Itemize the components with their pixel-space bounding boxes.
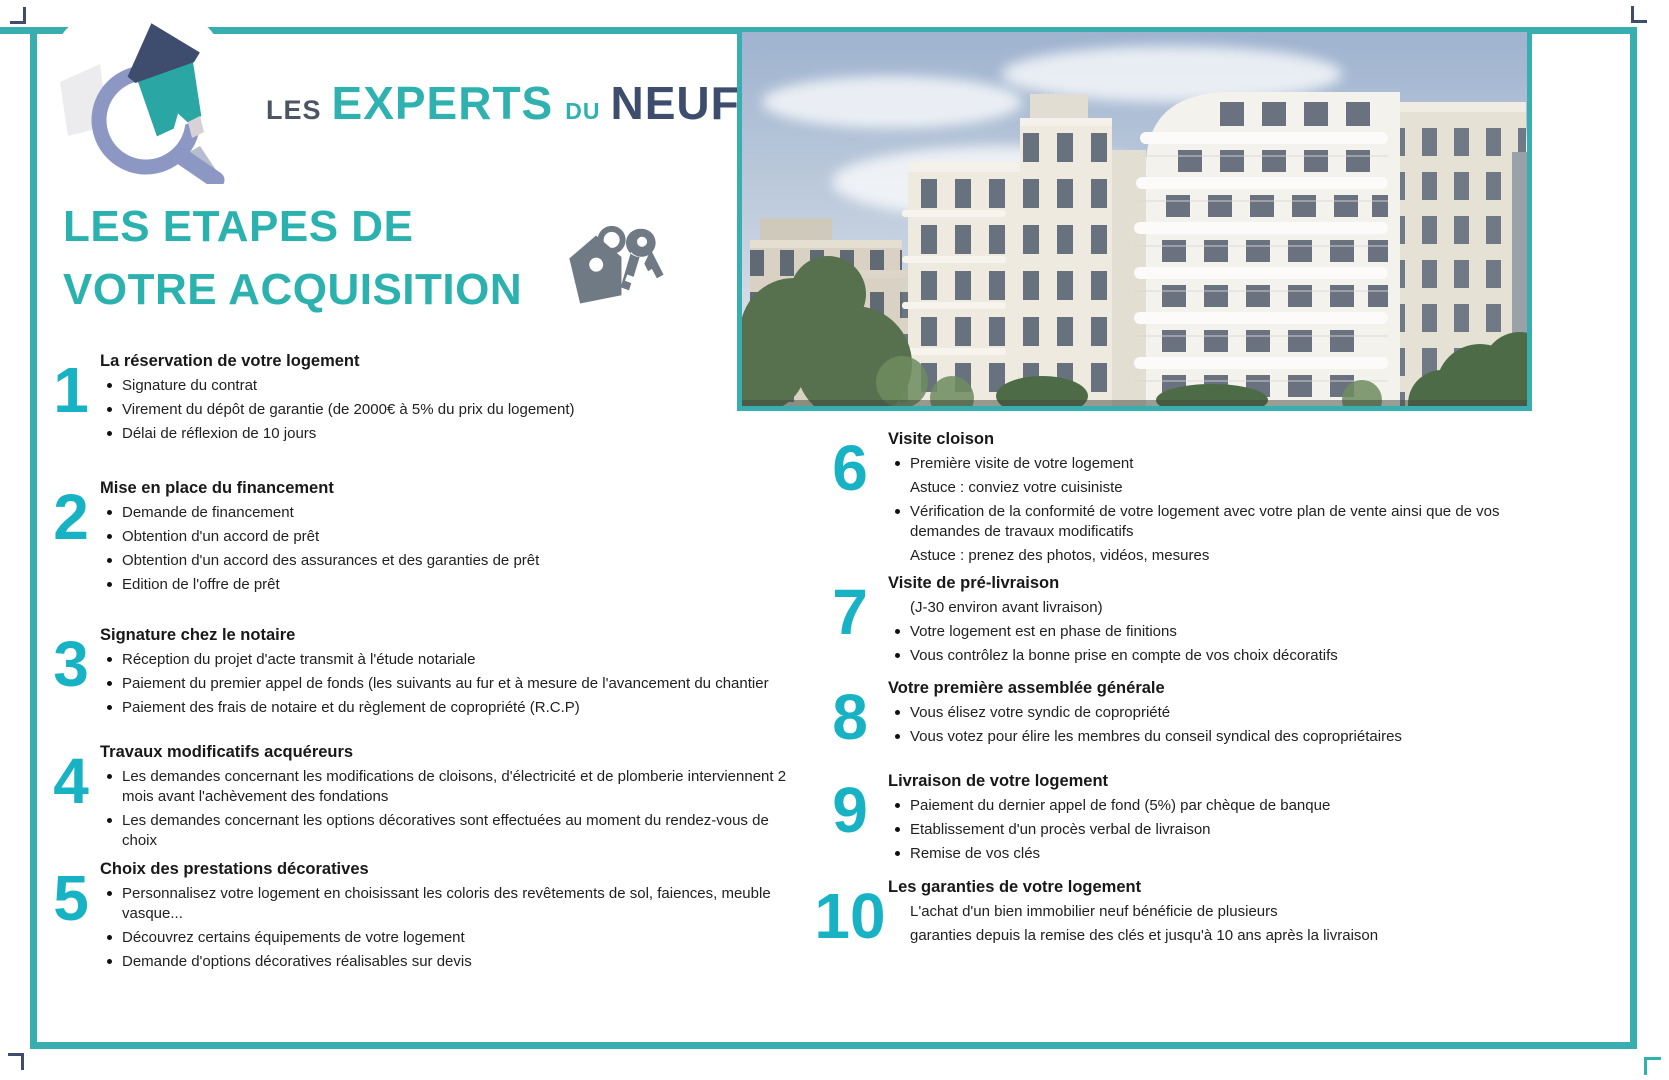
step-item: Obtention d'un accord de prêt <box>100 527 800 547</box>
step-7 <box>812 574 1548 670</box>
step-item: Votre logement est en phase de finitions <box>888 622 1548 642</box>
step-item: Remise de vos clés <box>888 844 1548 864</box>
step-5 <box>42 860 800 976</box>
step-item: Vérification de la conformité de votre logement avec votre plan de vente ainsi que de vos demandes de travaux modificatifs <box>888 502 1536 542</box>
step-item: Demande d'options décoratives réalisables sur devis <box>100 952 800 972</box>
step-item: Première visite de votre logement <box>888 454 1536 474</box>
building-photo <box>737 27 1532 411</box>
step-8 <box>812 679 1548 751</box>
step-10 <box>812 878 1548 950</box>
step-item: Demande de financement <box>100 503 800 523</box>
step-item: Obtention d'un accord des assurances et des garanties de prêt <box>100 551 800 571</box>
step-6 <box>812 430 1536 570</box>
page-title-line1: LES ETAPES DE <box>63 202 414 251</box>
step-heading: Choix des prestations décoratives <box>100 860 369 878</box>
step-item: Les demandes concernant les modifications de cloisons, d'électricité et de plomberie interviennent 2 mois avant l'achèvement des fondations <box>100 767 800 807</box>
house-magnifier-icon <box>48 4 263 184</box>
step-heading: Visite de pré-livraison <box>888 574 1060 592</box>
step-item: Edition de l'offre de prêt <box>100 575 800 595</box>
step-number: 2 <box>53 481 89 553</box>
step-number: 1 <box>53 354 89 426</box>
step-item: Réception du projet d'acte transmit à l'étude notariale <box>100 650 800 670</box>
corner-mark-bottom-left <box>8 1053 24 1070</box>
step-item: Découvrez certains équipements de votre logement <box>100 928 800 948</box>
step-item-note: L'achat d'un bien immobilier neuf bénéficie de plusieurs <box>910 903 1278 920</box>
step-heading: Mise en place du financement <box>100 479 334 497</box>
step-item: Vous contrôlez la bonne prise en compte de vos choix décoratifs <box>888 646 1548 666</box>
step-number: 3 <box>53 628 89 700</box>
step-number: 8 <box>832 681 868 753</box>
step-9 <box>812 772 1548 868</box>
building-illustration <box>742 32 1527 406</box>
wordmark-neuf: NEUF <box>610 77 740 129</box>
page-title-line2: VOTRE ACQUISITION <box>63 264 523 314</box>
frame-bleed-segment <box>0 27 37 34</box>
step-item: Etablissement d'un procès verbal de livraison <box>888 820 1548 840</box>
step-item: Personnalisez votre logement en choisissant les coloris des revêtements de sol, faiences, meuble vasque... <box>100 884 800 924</box>
step-item: Paiement des frais de notaire et du règlement de copropriété (R.C.P) <box>100 698 800 718</box>
step-number: 4 <box>53 745 89 817</box>
house-keys-icon <box>551 208 673 316</box>
step-item: Vous élisez votre syndic de copropriété <box>888 703 1548 723</box>
wordmark-les: LES <box>266 95 322 125</box>
step-heading: Travaux modificatifs acquéreurs <box>100 743 354 761</box>
wordmark-du: DU <box>565 98 601 124</box>
corner-mark-top-right <box>1631 6 1647 23</box>
step-item: Paiement du dernier appel de fond (5%) par chèque de banque <box>888 796 1548 816</box>
step-item-tip: Astuce : conviez votre cuisiniste <box>910 478 1123 496</box>
step-item: Les demandes concernant les options décoratives sont effectuées au moment du rendez-vous de choix <box>100 811 800 851</box>
step-item: Signature du contrat <box>100 376 800 396</box>
wordmark-experts: EXPERTS <box>331 77 554 129</box>
step-heading: Livraison de votre logement <box>888 772 1109 790</box>
step-number: 10 <box>814 880 886 952</box>
brand-wordmark <box>266 76 740 130</box>
step-3 <box>42 626 800 722</box>
step-number: 6 <box>832 432 868 504</box>
step-item-tip: Astuce : prenez des photos, vidéos, mesures <box>910 546 1210 564</box>
step-heading: Visite cloison <box>888 430 995 448</box>
step-item: Vous votez pour élire les membres du conseil syndical des copropriétaires <box>888 727 1548 747</box>
step-heading: Votre première assemblée générale <box>888 679 1165 697</box>
step-heading: Les garanties de votre logement <box>888 878 1142 896</box>
step-1 <box>42 352 800 448</box>
corner-mark-bottom-right <box>1644 1057 1661 1075</box>
step-heading: Signature chez le notaire <box>100 626 296 644</box>
step-number: 7 <box>832 576 868 648</box>
corner-mark-top-left <box>10 7 26 24</box>
step-4 <box>42 743 800 855</box>
page-title <box>63 196 522 322</box>
step-heading: La réservation de votre logement <box>100 352 360 370</box>
step-item: Virement du dépôt de garantie (de 2000€ à 5% du prix du logement) <box>100 400 800 420</box>
step-number: 9 <box>832 774 868 846</box>
step-item-note: garanties depuis la remise des clés et jusqu'à 10 ans après la livraison <box>910 926 1379 944</box>
step-number: 5 <box>53 862 89 934</box>
step-item-note: (J-30 environ avant livraison) <box>910 599 1103 616</box>
brand-logo <box>48 4 740 184</box>
step-item: Délai de réflexion de 10 jours <box>100 424 800 444</box>
step-item: Paiement du premier appel de fonds (les suivants au fur et à mesure de l'avancement du chantier <box>100 674 800 694</box>
step-2 <box>42 479 800 599</box>
